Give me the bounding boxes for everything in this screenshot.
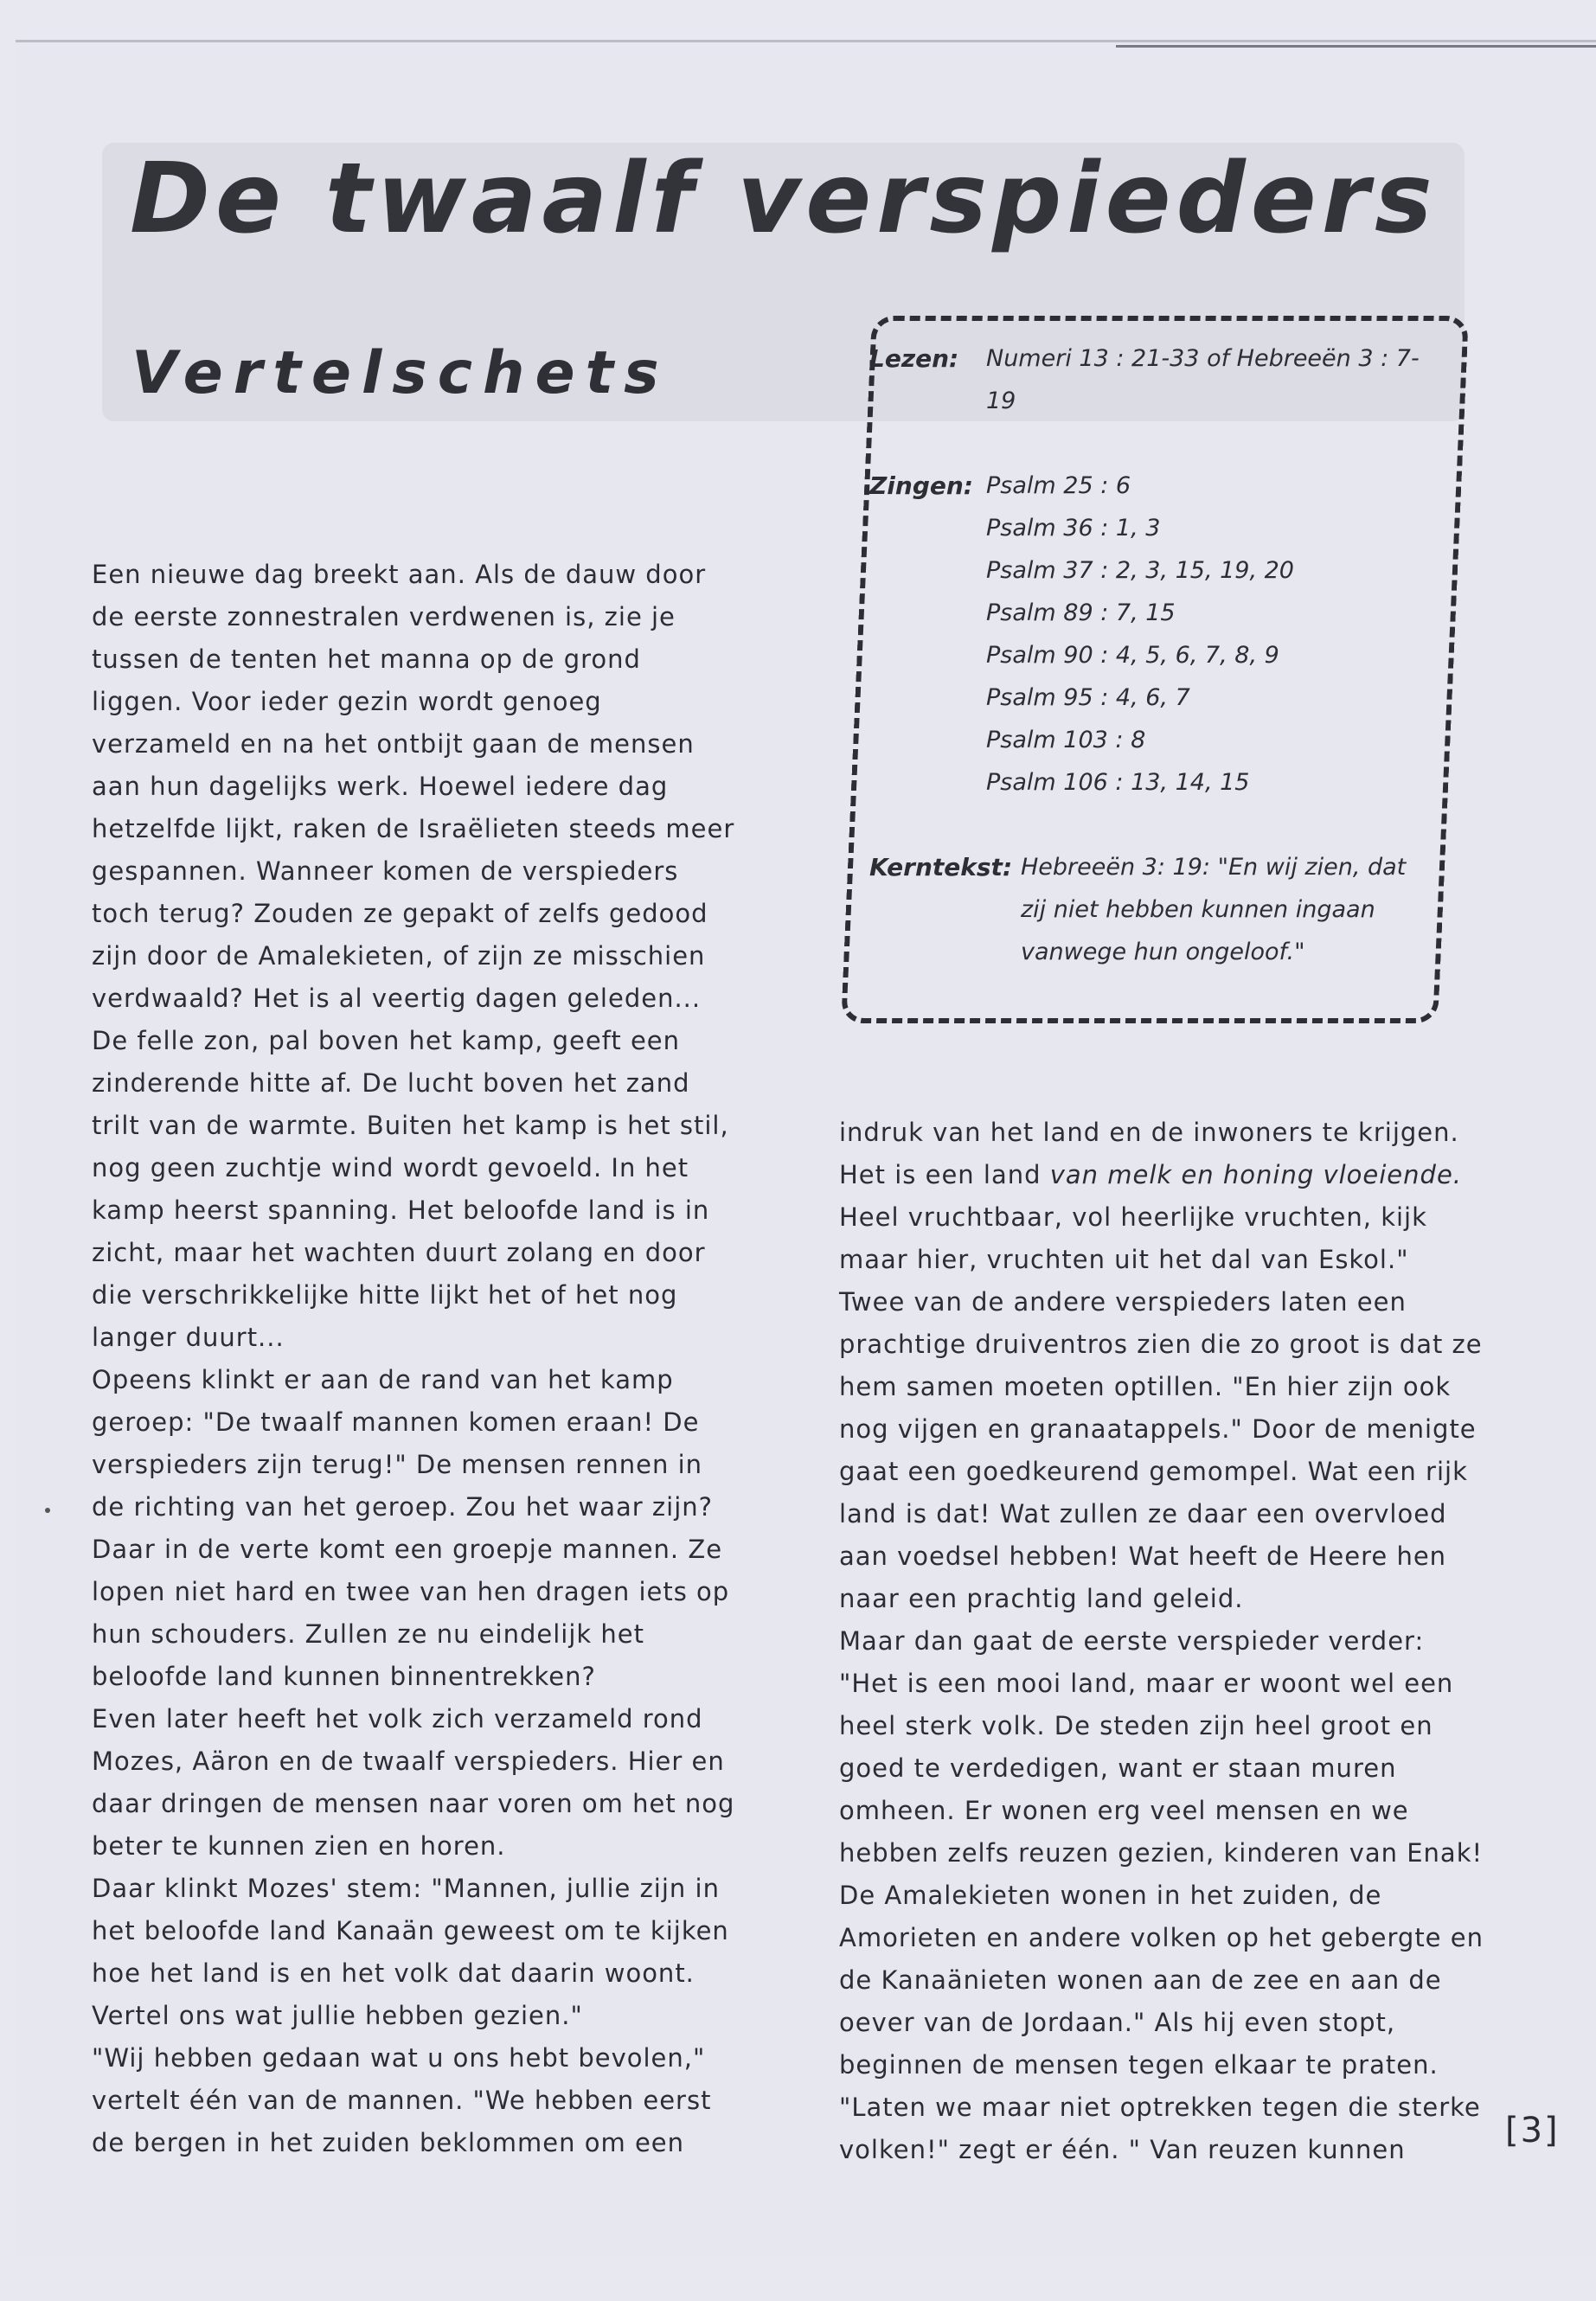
key-text-value: Hebreeën 3: 19: "En wij zien, dat zij niet hebben kunnen ingaan vanwege hun ongeloof." (1021, 854, 1407, 965)
key-text-label: Kerntekst: (869, 853, 1013, 881)
margin-dot (45, 1508, 50, 1513)
psalm-item: Psalm 103 : 8 (986, 727, 1146, 753)
psalm-item: Psalm 25 : 6 (986, 472, 1131, 499)
psalm-item: Psalm 106 : 13, 14, 15 (986, 769, 1250, 796)
story-paragraph: Opeens klinkt er aan de rand van het kamp geroep: "De twaalf mannen komen eraan! De verspieders zijn terug!" De mensen rennen in de richting van het geroep. Zou het waar zijn? Daar in de verte komt een groepje mannen. Ze lopen niet hard en twee van hen dragen iets op hun schouders. Zullen ze nu eindelijk het beloofde land kunnen binnentrekken? (92, 1365, 730, 1691)
story-paragraph: "Wij hebben gedaan wat u ons hebt bevolen," vertelt één van de mannen. "We hebben eerst de bergen in het zuiden beklommen om een (92, 2043, 712, 2157)
story-paragraph: Daar klinkt Mozes' stem: "Mannen, jullie zijn in het beloofde land Kanaän geweest om te kijken hoe het land is en het volk dat daarin woont. Vertel ons wat jullie hebben gezien." (92, 1874, 729, 2030)
page-number: [3] (1505, 2111, 1560, 2150)
story-text: Heel vruchtbaar, vol heerlijke vruchten, kijk maar hier, vruchten uit het dal van Eskol." Twee van de andere verspieders laten een prachtige druiventros zien die zo groot is dat ze hem samen moeten optillen. "En hier zijn ook nog vijgen en granaatappels." Door de menigte gaat een goedkeurend gemompel. Wat een rijk land is dat! Wat zullen ze daar een overvloed aan voedsel hebben! Wat heeft de Heere hen naar een prachtig land geleid. (839, 1202, 1483, 1613)
story-paragraph: De felle zon, pal boven het kamp, geeft een zinderende hitte af. De lucht boven het zand trilt van de warmte. Buiten het kamp is het stil, nog geen zuchtje wind wordt gevoeld. In het kamp heerst spanning. Het beloofde land is in zicht, maar het wachten duurt zolang en door die verschrikkelijke hitte lijkt het of het nog langer duurt... (92, 1026, 729, 1352)
top-rule-accent (1116, 45, 1596, 48)
singing-label: Zingen: (869, 471, 973, 500)
top-rule (16, 40, 1596, 42)
key-text-row (869, 846, 1423, 973)
psalm-item: Psalm 37 : 2, 3, 15, 19, 20 (986, 557, 1294, 584)
singing-row (869, 465, 1423, 804)
emphasized-text: van melk en honing vloeiende. (1049, 1160, 1462, 1189)
page-title: De twaalf verspieders (130, 143, 1438, 255)
left-column (92, 554, 736, 2164)
psalm-item: Psalm 90 : 4, 5, 6, 7, 8, 9 (986, 642, 1279, 669)
story-paragraph: Maar dan gaat de eerste verspieder verder: "Het is een mooi land, maar er woont wel een heel sterk volk. De steden zijn heel groot en goed te verdedigen, want er staan muren omheen. Er wonen erg veel mensen en we hebben zelfs reuzen gezien, kinderen van Enak! De Amalekieten wonen in het zuiden, de Amorieten en andere volken op het gebergte en de Kanaänieten wonen aan de zee en aan de oever van de Jordaan." Als hij even stopt, beginnen de mensen tegen elkaar te praten. "Laten we maar niet optrekken tegen die sterke volken!" zegt er één. " Van reuzen kunnen (839, 1626, 1484, 2164)
reading-label: Lezen: (869, 344, 959, 373)
right-column (839, 1112, 1484, 2171)
info-box (869, 337, 1423, 973)
reading-value: Numeri 13 : 21-33 of Hebreeën 3 : 7-19 (986, 345, 1420, 414)
story-paragraph (839, 1112, 1484, 1620)
story-paragraph: Een nieuwe dag breekt aan. Als de dauw door de eerste zonnestralen verdwenen is, zie je tussen de tenten het manna op de grond liggen. Voor ieder gezin wordt genoeg verzameld en na het ontbijt gaan de mensen aan hun dagelijks werk. Hoewel iedere dag hetzelfde lijkt, raken de Israëlieten steeds meer gespannen. Wanneer komen de verspieders toch terug? Zouden ze gepakt of zelfs gedood zijn door de Amalekieten, of zijn ze misschien verdwaald? Het is al veertig dagen geleden... (92, 560, 735, 1013)
psalm-item: Psalm 95 : 4, 6, 7 (986, 684, 1190, 711)
psalm-item: Psalm 36 : 1, 3 (986, 515, 1161, 542)
story-paragraph: Even later heeft het volk zich verzameld rond Mozes, Aäron en de twaalf verspieders. Hier en daar dringen de mensen naar voren om het nog beter te kunnen zien en horen. (92, 1704, 735, 1861)
section-subtitle: Vertelschets (131, 339, 670, 407)
reading-row (869, 337, 1423, 422)
story-text: indruk van het land en de inwoners te krijgen. Het is een land (839, 1118, 1459, 1189)
psalm-list (986, 465, 1294, 804)
psalm-item: Psalm 89 : 7, 15 (986, 599, 1176, 626)
